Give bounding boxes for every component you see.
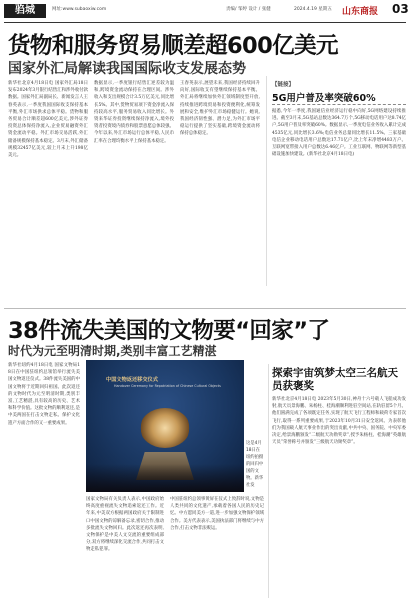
article-headline: 货物和服务贸易顺差超600亿美元 [8, 33, 338, 59]
article-headline-2: 38件流失美国的文物要“回家”了 [8, 318, 330, 344]
column-divider [268, 364, 269, 598]
article-body-column-3: 王春英表示,展望未来,我国经济持续回升向好,国际收支有望继续保持基本平衡。外汇局将继续加快外汇领域制度型开放,持续推进跨境贸易和投资便利化,统筹发展和安全,维护外汇市场稳健运行。她说,我国经济韧性强、潜力足,为外汇市场平稳运行提供了坚实基础,跨境资金流动将保持总体稳定。 [180, 81, 260, 137]
sidebar-rule [272, 104, 406, 105]
page-number: 03 [392, 2, 409, 16]
audience-silhouette [86, 464, 244, 492]
artifact-photo [86, 360, 244, 492]
ceremony-screen-title: 中国文物返还移交仪式 [106, 377, 158, 383]
ceremony-screen-subtitle: Handover Ceremony for Repatriation of Chinese Cultural Objects [114, 384, 221, 388]
article-2-body-right: 中国驻纽约总领事黄屏在仪式上致辞时说,文物是人类共同的文化遗产,承载着各国人民的历史记忆。中方愿同美方一道,进一步加强文物保护领域合作。美方代表表示,美国执法部门将继续与中方合作,打击文物非法贩运。 [170, 497, 264, 531]
section-logo: 驺城 [4, 4, 46, 18]
article-body-column-2: 数据显示,一季度银行结售汇逆差较为温和,跨境资金流动保持在合理区间。涉外收入和支出规模合计3.5万亿美元,同比增长5%。其中,货物贸易项下资金净流入保持较高水平,服务贸易收入同比增长。外资来华证券投资继续保持净流入,境外投资者投资境内债券和股票意愿总体较强。今年以来,外汇市场运行总体平稳,人民币汇率在合理均衡水平上保持基本稳定。 [94, 81, 174, 144]
cultural-relic-image [140, 408, 190, 448]
article-2-body-left: 新华社纽约4月18日电 国家文物局18日在中国驻纽约总领馆举行流失美国文物返还仪式。38件流失美国的中国文物将于近期回归祖国。此次返还的文物时代为元至明清时期,类别丰富,工艺精湛,具有较高的历史、艺术和科学价值。这批文物的顺利返还,是中美两国在打击文物走私、保护文化遗产方面合作的又一重要成果。 [8, 363, 80, 426]
newspaper-name: 山东商报 [342, 7, 379, 17]
article-2-body-middle: 国家文物局有关负责人表示,中国政府始终高度重视流失文物追索返还工作。近年来,中美双方根据两国政府关于限制进口中国文物的谅解备忘录,密切合作,推动多批流失文物回归。此次返还再次表明,文物保护是中美人文交流的重要组成部分,双方将继续深化交流合作,共同打击文物走私犯罪。 [86, 497, 164, 553]
right-article-body: 新华社北京4月18日电 2023年5月30日,神舟十六号载人飞船成功发射,航天员景海鹏、朱杨柱、桂海潮顺利进驻空间站,在轨驻留5个月。他们圆满完成了各项既定任务,实现了航天飞行工程师和载荷专家首次飞行,取得一系列重要成果,于2023年10月31日安全返回。为表彰他们为我国载人航天事业作出的突出贡献,中共中央、国务院、中央军委决定,给景海鹏颁发“二级航天功勋奖章”,授予朱杨柱、桂海潮“英雄航天员”荣誉称号并颁发“三级航天功勋奖章”。 [272, 397, 406, 446]
masthead-rule [4, 22, 406, 23]
photo-caption: 这是4月18日在纽约拍摄的回归中国的文物。新华社发 [246, 441, 264, 488]
article-subheadline-2: 时代为元至明清时期,类别丰富工艺精湛 [8, 344, 217, 358]
masthead [0, 0, 410, 22]
issue-date: 2024.4.19 星期五 [294, 7, 332, 12]
editor-credit: 责编/ 邹婷 设计 / 张健 [226, 7, 271, 12]
right-article-headline: 探索宇宙筑梦太空三名航天员获褒奖 [272, 367, 398, 392]
article-subheadline: 国家外汇局解读我国国际收支发展态势 [8, 61, 246, 77]
article-body-column-1: 新华社北京4月18日电 国家外汇局18日发布2024年3月银行结售汇和涉外收付款数据。国家外汇局副局长、新闻发言人王春英表示,一季度我国国际收支保持基本平衡,外汇市场供求总体平稳。货物和服务贸易合计顺差超600亿美元,涉外证券投资总体保持净流入,企业贸易融资外汇资金流动平稳。外汇市场交易活跃,外汇储备规模保持基本稳定。3月末,外汇储备规模32457亿美元,较上月末上升198亿美元。 [8, 81, 88, 159]
sidebar-body: 据悉,今年一季度,我国通信业经济运行稳中向好,5G网络建设持续推进。截至3月末,5G基站总数达364.7万个,5G移动电话用户达8.74亿户,5G用户普及率突破60%。数据显示,一季度电信业务收入累计完成4535亿元,同比增长3.6%;电信业务总量同比增长11.5%。三家基础电信企业移动电话用户总数达17.71亿户,比上年末净增4483万户。互联网宽带接入用户总数达6.46亿户。工业互联网、物联网等新型基础设施加快建设。(新华社北京4月18日电) [272, 109, 406, 158]
sidebar-label: 【链接】 [272, 82, 295, 88]
section-divider [4, 308, 406, 309]
sidebar-title: 5G用户普及率突破60% [272, 93, 376, 104]
website-url: 网址:www.subaoxiw.com [52, 7, 107, 12]
